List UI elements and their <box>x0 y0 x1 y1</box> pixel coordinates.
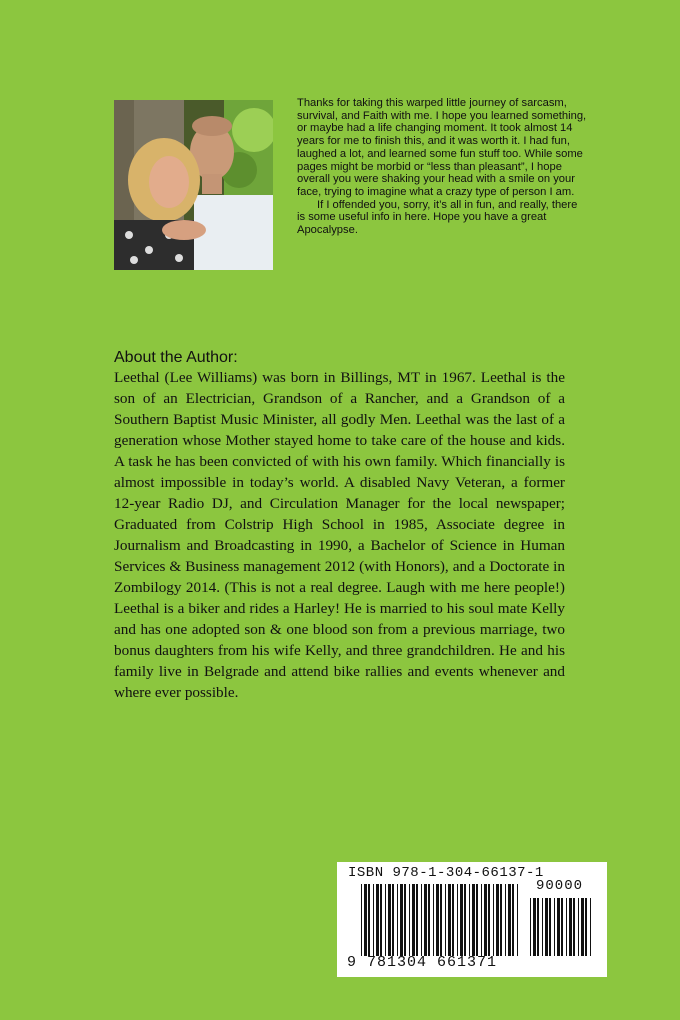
barcode-digits: 9 781304 661371 <box>347 954 498 971</box>
price-barcode-bars <box>530 898 592 956</box>
isbn-barcode <box>337 862 607 977</box>
thanks-paragraph: Thanks for taking this warped little journey of sarcasm, survival, and Faith with me. I hope you learned something, or maybe had a life changing moment. It took almost 14 years for me to finish this, and it was worth it. I had fun, laughed a lot, and learned some fun stuff too. While some pages might be morbid or “less than pleasant”, I hope overall you were shaking your head with a smile on your face, trying to imagine what a crazy type of person I am. <box>297 97 587 198</box>
thanks-paragraph: If I offended you, sorry, it’s all in fun, and really, there is some useful info in here. Hope you have a great Apocalypse. <box>297 198 578 237</box>
author-bio: Leethal (Lee Williams) was born in Billings, MT in 1967. Leethal is the son of an Electrician, Grandson of a Rancher, and a Grandson of a Southern Baptist Music Minister, all godly Men. Leethal was the last of a generation whose Mother stayed home to take care of the house and kids. A task he has been convicted of with his own family. Which financially is almost impossible in today’s world. A disabled Navy Veteran, a former 12-year Radio DJ, and Circulation Manager for the local newspaper; Graduated from Colstrip High School in 1985, Associate degree in Journalism and Broadcasting in 1990, a Bachelor of Science in Human Services & Business management 2012 (with Honors), and a Doctorate in Zombilogy 2014. (This is not a real degree. Laugh with me here people!) Leethal is a biker and rides a Harley! He is married to his soul mate Kelly and has one adopted son & one blood son from a previous marriage, two bonus daughters from his wife Kelly, and three grandchildren. He and his family live in Belgrade and attend bike rallies and events whenever and where ever possible. <box>114 369 565 701</box>
author-photo <box>114 100 273 270</box>
about-heading: About the Author: <box>114 349 238 366</box>
thanks-note <box>297 97 587 237</box>
price-code: 90000 <box>536 878 584 894</box>
isbn-label: ISBN 978-1-304-66137-1 <box>348 865 544 881</box>
author-photo-image <box>114 100 273 270</box>
barcode-bars <box>361 884 521 956</box>
